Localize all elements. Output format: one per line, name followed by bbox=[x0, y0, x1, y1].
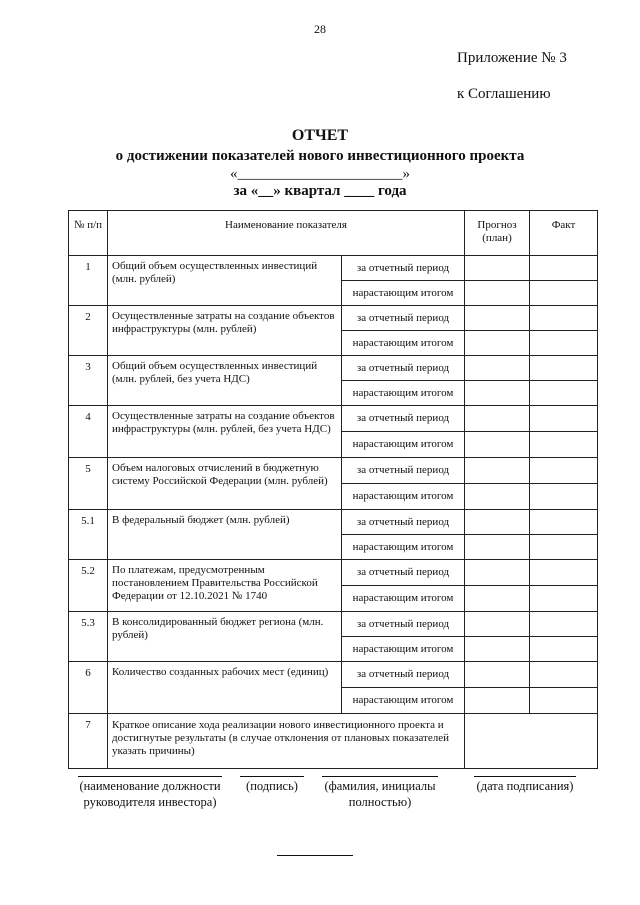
fact-cell[interactable] bbox=[530, 612, 598, 637]
row-number: 5 bbox=[69, 458, 108, 510]
project-name-blank: «______________________» bbox=[230, 166, 410, 182]
row-number: 5.2 bbox=[69, 560, 108, 612]
indicator-name: В федеральный бюджет (млн. рублей) bbox=[108, 510, 342, 560]
period-cumulative: нарастающим итогом bbox=[342, 281, 465, 306]
indicator-name: Общий объем осуществленных инвестиций (млн. рублей, без учета НДС) bbox=[108, 356, 342, 406]
signature-sign bbox=[240, 776, 304, 795]
forecast-cell[interactable] bbox=[465, 586, 530, 612]
period-reporting: за отчетный период bbox=[342, 458, 465, 484]
forecast-cell[interactable] bbox=[465, 356, 530, 381]
row-number: 4 bbox=[69, 406, 108, 458]
forecast-cell[interactable] bbox=[465, 381, 530, 406]
signature-fullname-caption: (фамилия, инициалы полностью) bbox=[324, 779, 436, 809]
signature-position bbox=[74, 776, 226, 810]
fact-cell[interactable] bbox=[530, 458, 598, 484]
header-forecast: Прогноз (план) bbox=[465, 211, 530, 256]
indicator-name: Объем налоговых отчислений в бюджетную систему Российской Федерации (млн. рублей) bbox=[108, 458, 342, 510]
period-cumulative: нарастающим итогом bbox=[342, 484, 465, 510]
fact-cell[interactable] bbox=[530, 331, 598, 356]
quarter-line: за «__» квартал ____ года bbox=[233, 183, 407, 199]
appendix-label: Приложение № 3 bbox=[457, 50, 567, 66]
signature-date-caption: (дата подписания) bbox=[476, 779, 574, 793]
period-reporting: за отчетный период bbox=[342, 612, 465, 637]
fact-cell[interactable] bbox=[530, 406, 598, 432]
indicators-table bbox=[68, 210, 598, 769]
period-cumulative: нарастающим итогом bbox=[342, 688, 465, 714]
forecast-cell[interactable] bbox=[465, 306, 530, 331]
forecast-cell[interactable] bbox=[465, 281, 530, 306]
indicator-name: Осуществленные затраты на создание объектов инфраструктуры (млн. рублей, без учета НДС) bbox=[108, 406, 342, 458]
indicator-name: В консолидированный бюджет региона (млн. рублей) bbox=[108, 612, 342, 662]
fact-cell[interactable] bbox=[530, 432, 598, 458]
forecast-cell[interactable] bbox=[465, 662, 530, 688]
forecast-cell[interactable] bbox=[465, 432, 530, 458]
signature-date bbox=[470, 776, 580, 795]
fact-cell[interactable] bbox=[530, 256, 598, 281]
fact-cell[interactable] bbox=[530, 535, 598, 560]
progress-description-label: Краткое описание хода реализации нового инвестиционного проекта и достигнутые результаты (в случае отклонения от плановых показателей указать причины) bbox=[108, 714, 465, 769]
forecast-cell[interactable] bbox=[465, 560, 530, 586]
fact-cell[interactable] bbox=[530, 662, 598, 688]
fact-cell[interactable] bbox=[530, 586, 598, 612]
forecast-cell[interactable] bbox=[465, 612, 530, 637]
row-number: 2 bbox=[69, 306, 108, 356]
footer-rule bbox=[277, 855, 353, 856]
period-reporting: за отчетный период bbox=[342, 406, 465, 432]
row-number: 7 bbox=[69, 714, 108, 769]
report-title: ОТЧЕТ bbox=[291, 127, 349, 144]
fact-cell[interactable] bbox=[530, 306, 598, 331]
period-cumulative: нарастающим итогом bbox=[342, 331, 465, 356]
period-cumulative: нарастающим итогом bbox=[342, 637, 465, 662]
agreement-reference: к Соглашению bbox=[457, 86, 551, 102]
period-cumulative: нарастающим итогом bbox=[342, 586, 465, 612]
forecast-cell[interactable] bbox=[465, 484, 530, 510]
period-cumulative: нарастающим итогом bbox=[342, 381, 465, 406]
fact-cell[interactable] bbox=[530, 484, 598, 510]
period-reporting: за отчетный период bbox=[342, 356, 465, 381]
signature-sign-caption: (подпись) bbox=[246, 779, 298, 793]
header-number: № п/п bbox=[69, 211, 108, 256]
header-fact: Факт bbox=[530, 211, 598, 256]
forecast-cell[interactable] bbox=[465, 510, 530, 535]
forecast-cell[interactable] bbox=[465, 458, 530, 484]
page-number: 28 bbox=[314, 22, 326, 36]
forecast-cell[interactable] bbox=[465, 535, 530, 560]
fact-cell[interactable] bbox=[530, 688, 598, 714]
signature-fullname bbox=[318, 776, 442, 810]
period-reporting: за отчетный период bbox=[342, 560, 465, 586]
forecast-cell[interactable] bbox=[465, 637, 530, 662]
signature-position-caption: (наименование должности руководителя инвестора) bbox=[79, 779, 221, 809]
forecast-cell[interactable] bbox=[465, 256, 530, 281]
period-reporting: за отчетный период bbox=[342, 662, 465, 688]
row-number: 6 bbox=[69, 662, 108, 714]
indicator-name: Общий объем осуществленных инвестиций (млн. рублей) bbox=[108, 256, 342, 306]
indicator-name: Количество созданных рабочих мест (единиц) bbox=[108, 662, 342, 714]
indicator-name: Осуществленные затраты на создание объектов инфраструктуры (млн. рублей) bbox=[108, 306, 342, 356]
row-number: 3 bbox=[69, 356, 108, 406]
fact-cell[interactable] bbox=[530, 381, 598, 406]
fact-cell[interactable] bbox=[530, 637, 598, 662]
fact-cell[interactable] bbox=[530, 510, 598, 535]
report-subtitle: о достижении показателей нового инвестиционного проекта bbox=[115, 148, 525, 164]
fact-cell[interactable] bbox=[530, 356, 598, 381]
period-cumulative: нарастающим итогом bbox=[342, 535, 465, 560]
row-number: 1 bbox=[69, 256, 108, 306]
period-reporting: за отчетный период bbox=[342, 256, 465, 281]
period-reporting: за отчетный период bbox=[342, 306, 465, 331]
forecast-cell[interactable] bbox=[465, 331, 530, 356]
row-number: 5.3 bbox=[69, 612, 108, 662]
fact-cell[interactable] bbox=[530, 281, 598, 306]
progress-description-cell[interactable] bbox=[465, 714, 598, 769]
fact-cell[interactable] bbox=[530, 560, 598, 586]
forecast-cell[interactable] bbox=[465, 406, 530, 432]
header-indicator: Наименование показателя bbox=[108, 211, 465, 256]
period-reporting: за отчетный период bbox=[342, 510, 465, 535]
period-cumulative: нарастающим итогом bbox=[342, 432, 465, 458]
signature-block bbox=[0, 776, 640, 826]
indicator-name: По платежам, предусмотренным постановлением Правительства Российской Федерации от 12.10.2021 № 1740 bbox=[108, 560, 342, 612]
forecast-cell[interactable] bbox=[465, 688, 530, 714]
row-number: 5.1 bbox=[69, 510, 108, 560]
